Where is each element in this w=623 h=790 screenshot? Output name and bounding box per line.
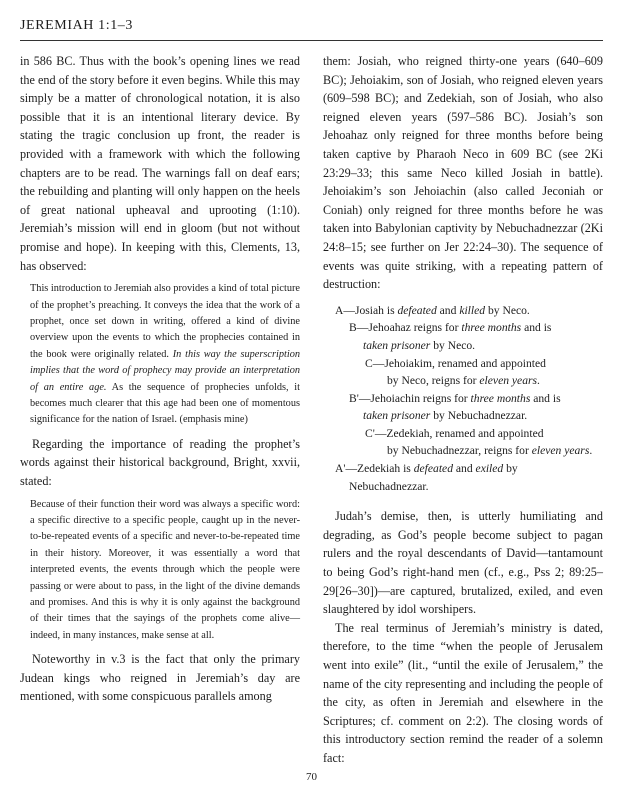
paragraph: in 586 BC. Thus with the book’s opening lines we read the end of the story before it even begins. While this may simply be a matter of chronological notation, it is also possible that it is an intentional literary device. By stating the tragic conclusion up front, the reader is provided with a framework with which the following chapters are to be read. The warnings fall on deaf ears; the rebuilding and planting will only happen on the heels of great national upheaval and uprooting (1:10). Jeremiah’s mission will end in gloom (but not without promise and hope). In keeping with this, Clements, 13, has observed: [20,54,300,273]
chiasm-line-b: B—Jehoahaz reigns for three months and is taken prisoner by Neco. [349,321,552,352]
chiasm-line-c-prime: C'—Zedekiah, renamed and appointed by Nebuchadnezzar, reigns for eleven years. [365,426,593,458]
paragraph: Judah’s demise, then, is utterly humiliating and degrading, as God’s people become subject to pagan rulers and the royal descendants of David—tantamount to being God’s right-hand men (cf., e.g., Pss 2; 89:25–29[26–30])—are captured, brutalized, exiled, and even slaughtered by idol worshipers. [323,509,603,617]
chiasm-line-b-prime: B'—Jehoiachin reigns for three months and is taken prisoner by Nebuchadnezzar. [349,391,561,423]
paragraph: them: Josiah, who reigned thirty-one years (640–609 BC); Jehoiakim, son of Josiah, who reigned eleven years (609–598 BC); and Zedekiah, son of Josiah, who also reigned eleven years (597–586 BC). Josiah’s son Jehoahaz only reigned for three months before being taken captive by Pharaoh Neco in 609 BC (see 2Ki 23:29–33; this same Neco killed Josiah in battle). Jehoiakim’s son Jehoiachin (also called Jeconiah or Coniah) only reigned for three months before he was taken into Babylonian captivity by Nebuchadnezzar (2Ki 24:8–15; see further on Jer 22:24–30). The sequence of events was quite striking, with a repeating pattern of destruction: [323,54,603,292]
block-quote-clements: This introduction to Jeremiah also provides a kind of total picture of the prophet’s preaching. It conveys the idea that the work of a prophet, once set down in writing, offered a kind of divine overview upon the events to which the prophecies contained in the book were originally related. In this way the superscription implies that the word of prophecy may provide an interpretation of an entire age. As the sequence of prophecies unfolds, it becomes much clearer that this age had been one of momentous significance for the nation of Israel. (emphasis mine) [30,283,300,426]
chiasm-line-a-prime: A'—Zedekiah is defeated and exiled by Nebuchadnezzar. [335,462,518,493]
running-head: JEREMIAH 1:1–3 [20,18,134,33]
left-column [20,52,300,706]
paragraph: Regarding the importance of reading the prophet’s words against their historical background, Bright, xxvii, stated: [20,436,300,488]
right-column [323,52,603,768]
chiasm-outline [323,302,603,496]
paragraph: Noteworthy in v.3 is the fact that only the primary Judean kings who reigned in Jeremiah’s day are mentioned, with some conspicuous parallels among [20,652,300,704]
header-rule [20,40,603,41]
chiasm-line-c: C—Jehoiakim, renamed and appointed by Neco, reigns for eleven years. [365,356,546,388]
chiasm-line-a: A—Josiah is defeated and killed by Neco. [335,303,530,317]
page-number: 70 [306,771,317,783]
block-quote-bright: Because of their function their word was always a specific word: a specific directive to a specific people, caught up in the never-to-be-repeated events of a specific and never-to-be-repeated time in their history. Moreover, it was essentially a word that interpreted events, the events through which the people were passing or were about to pass, in the light of the divine demands and promises. And this is why it is only against the background of their times that the sayings of the prophets come alive—indeed, in many instances, make sense at all. [30,498,300,641]
paragraph: The real terminus of Jeremiah’s ministry is dated, therefore, to the time “when the people of Jerusalem went into exile” (lit., “until the exile of Jerusalem,” the name of the city representing and including the people of the city, as often in Jeremiah and elsewhere in the Scriptures; cf. comment on 2:2). The closing words of this introductory section remind the reader of a solemn fact: [323,620,603,765]
